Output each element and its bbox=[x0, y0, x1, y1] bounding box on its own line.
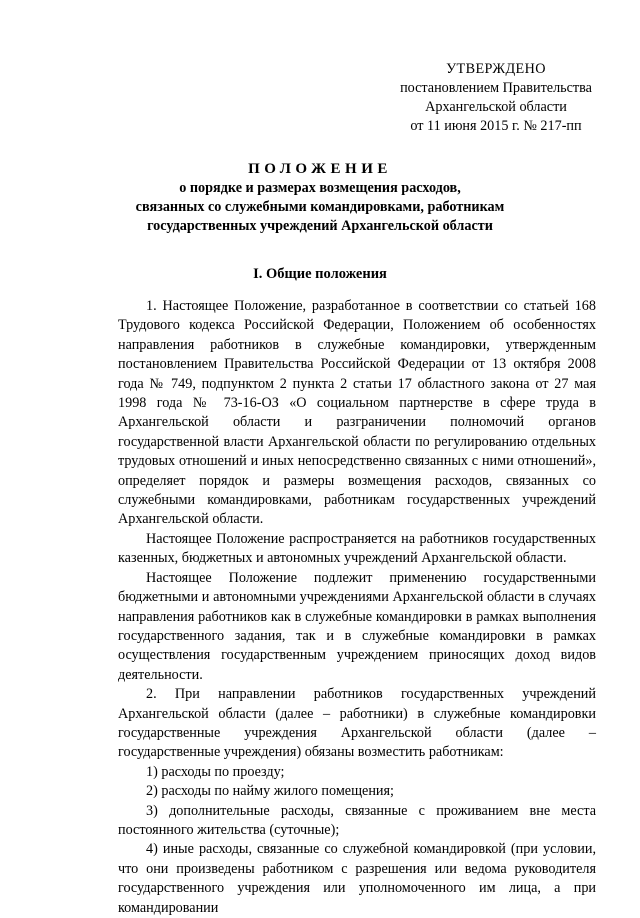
title-line-2: связанных со служебными командировками, работникам bbox=[135, 199, 505, 215]
paragraph: 1. Настоящее Положение, разработанное в соответствии со статьей 168 Трудового кодекса Российской Федерации, Положением об особенностях направления работников в служебные командировки, утвержденным постановлением Правительства Российской Федерации от 13 октября 2008 года № 749, подпунктом 2 пункта 2 статьи 17 областного закона от 27 мая 1998 года № 73-16-ОЗ «О социальном партнерстве в сфере труда в Архангельской области и разграничении полномочий органов государственной власти Архангельской области по регулированию отдельных трудовых отношений и иных непосредственно связанных с ними отношений», определяет порядок и размеры возмещения расходов, связанных со служебными командировками, работникам государственных учреждений Архангельской области. bbox=[118, 298, 596, 528]
approval-stamp bbox=[396, 60, 596, 136]
list-item: 1) расходы по проезду; bbox=[146, 763, 285, 780]
paragraph: Настоящее Положение распространяется на работников государственных казенных, бюджетных и автономных учреждений Архангельской области. bbox=[118, 530, 596, 567]
paragraph: 2. При направлении работников государственных учреждений Архангельской области (далее – работники) в служебные командировки государственные учреждения Архангельской области (далее – государственные учреждения) обязаны возместить работникам: bbox=[118, 686, 596, 761]
approval-line-1: УТВЕРЖДЕНО bbox=[446, 61, 546, 77]
title-line-3: государственных учреждений Архангельской области bbox=[147, 218, 493, 234]
title-line-1: о порядке и размерах возмещения расходов, bbox=[179, 180, 461, 196]
section-heading: I. Общие положения bbox=[253, 266, 387, 282]
title-main: ПОЛОЖЕНИЕ bbox=[248, 161, 392, 177]
list-item: 3) дополнительные расходы, связанные с проживанием вне места постоянного жительства (суточные); bbox=[118, 802, 596, 838]
approval-line-3: Архангельской области bbox=[425, 99, 567, 115]
paragraph: Настоящее Положение подлежит применению государственными бюджетными и автономными учреждениями Архангельской области в случаях направления работников как в служебные командировки в рамках выполнения государственного задания, так и в служебные командировки в рамках осуществления государственным учреждением приносящих доход видов деятельности. bbox=[118, 569, 596, 683]
list-item: 4) иные расходы, связанные со служебной командировкой (при условии, что они произведены работником с разрешения или ведома руководителя государственного учреждения или уполномоченного им лица, а при командировании bbox=[118, 841, 596, 916]
approval-line-2: постановлением Правительства bbox=[400, 80, 592, 96]
document-body bbox=[118, 297, 596, 918]
approval-line-4: от 11 июня 2015 г. № 217-пп bbox=[410, 118, 582, 134]
document-title bbox=[0, 160, 640, 236]
list-item: 2) расходы по найму жилого помещения; bbox=[146, 783, 394, 800]
